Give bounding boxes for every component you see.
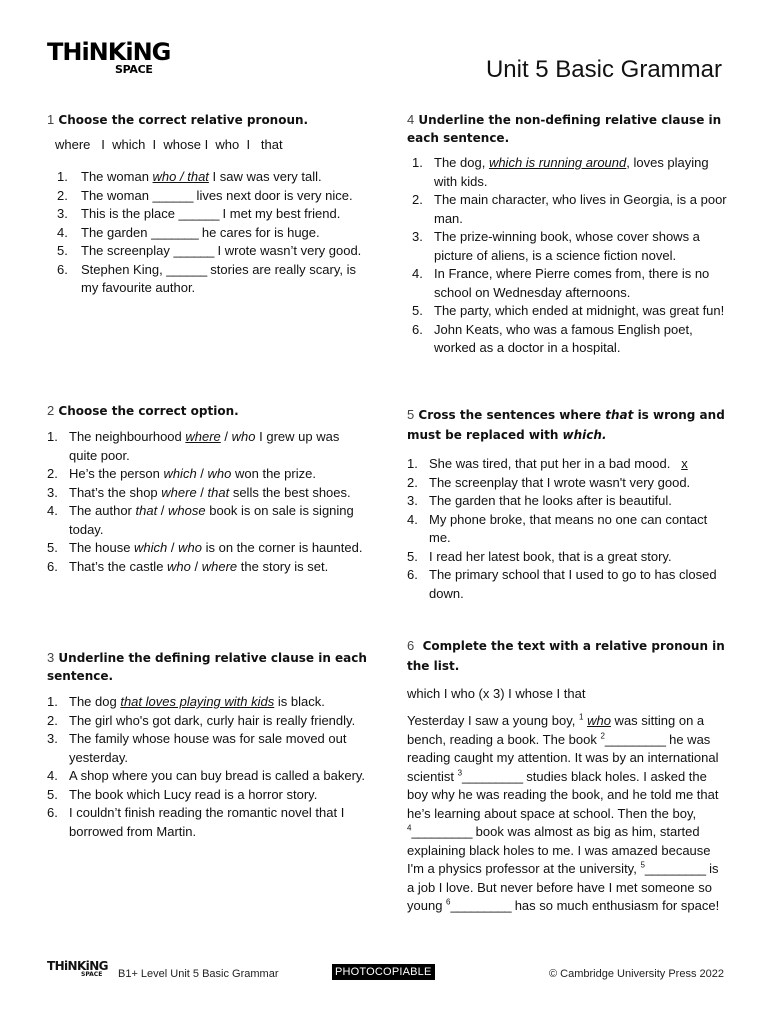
option: which (134, 540, 168, 555)
option: where (201, 558, 238, 574)
logo-subtitle: SPACE (115, 63, 153, 76)
option: where (161, 484, 197, 500)
exercise-5-list (407, 455, 727, 603)
answer-blank: ______ (166, 261, 207, 277)
example-answer: which is running around (488, 155, 627, 170)
exercise-2-heading: 2 Choose the correct option. (47, 403, 239, 418)
answer-blank: ______ (152, 187, 193, 203)
photocopiable-badge: PHOTOCOPIABLE (332, 964, 435, 980)
answer-blank: _______ (151, 224, 199, 240)
option: that (207, 484, 230, 500)
exercise-1-heading: 1 Choose the correct relative pronoun. (47, 112, 309, 127)
list-item: 4. The author that / whose book is on sale is signing today. (47, 503, 354, 537)
list-item: 3. The family whose house was for sale moved out yesterday. (47, 731, 347, 765)
exercise-6-heading: 6 Complete the text with a relative pronoun in the list. (407, 638, 725, 673)
list-item: 6. John Keats, who was a famous English poet, worked as a doctor in a hospital. (412, 321, 693, 355)
exercise-2-list (47, 428, 367, 576)
list-item: 2. The girl who's got dark, curly hair is really friendly. (47, 712, 356, 728)
list-item: 6. Stephen King, ______ stories are really scary, is my favourite author. (57, 261, 356, 295)
option-selected: where (185, 429, 221, 444)
cross-mark: x (681, 456, 688, 471)
thinking-space-logo (47, 40, 187, 75)
pronoun-list: which I who (x 3) I whose I that (407, 686, 586, 701)
exercise-4-heading: 4 Underline the non-defining relative clause in each sentence. (407, 112, 722, 145)
exercise-6 (407, 636, 727, 916)
answer-blank: _________ (604, 731, 666, 747)
option: which (163, 466, 197, 481)
logo-wordmark: THiNKiNG (47, 38, 171, 66)
list-item: 3. The garden that he looks after is beautiful. (407, 493, 672, 508)
option: who (207, 466, 232, 481)
answer-blank: _________ (644, 861, 706, 876)
answer-blank: ______ (173, 243, 214, 258)
option: who (178, 540, 202, 555)
list-item: 4. A shop where you can buy bread is called a bakery. (47, 768, 366, 783)
example-answer: that loves playing with kids (120, 694, 275, 709)
exercise-1 (47, 111, 367, 298)
footer-logo: THiNKiNG SPACE (47, 959, 108, 978)
example-answer: who (587, 713, 611, 728)
list-item: 5. The party, which ended at midnight, was great fun! (412, 303, 725, 318)
list-item: 5. The house which / who is on the corner is haunted. (47, 540, 363, 555)
answer-blank: _________ (462, 768, 523, 784)
list-item: 5. The book which Lucy read is a horror story. (47, 786, 318, 802)
list-item: 2. The woman ______ lives next door is very nice. (57, 187, 353, 203)
list-item: 6. I couldn’t finish reading the romantic novel that I borrowed from Martin. (47, 805, 345, 839)
answer-blank: _________ (411, 824, 473, 839)
exercise-5 (407, 405, 727, 603)
list-item: 4. In France, where Pierre comes from, there is no school on Wednesday afternoons. (412, 266, 710, 300)
exercise-3-list (47, 693, 367, 841)
option: who (167, 558, 191, 574)
list-item: 1. The dog that loves playing with kids is black. (47, 694, 325, 709)
example-answer: who / that (152, 169, 209, 184)
exercise-2 (47, 402, 367, 576)
exercise-3-heading: 3 Underline the defining relative clause in each sentence. (47, 650, 367, 683)
list-item: 2. He’s the person which / who won the prize. (47, 466, 316, 481)
answer-blank: _________ (450, 898, 512, 913)
option: that (135, 503, 158, 518)
copyright: © Cambridge University Press 2022 (548, 968, 724, 980)
answer-blank: ______ (178, 206, 219, 221)
option: whose (168, 503, 206, 518)
list-item: 6. That’s the castle who / where the story is set. (47, 558, 329, 574)
pronoun-options: where I which I whose I who I that (55, 137, 283, 152)
list-item: 3. This is the place ______ I met my best friend. (57, 206, 341, 221)
list-item: 1. The neighbourhood where / who I grew up was quite poor. (47, 429, 340, 463)
gap-fill-text: Yesterday I saw a young boy, $^1$ who was sitting on a bench, reading a book. The book $^2$_________ he was reading caught my attention. It was by an international scientist $^3$_________ studies black holes. I asked the boy why he was reading the book, and he told me that he’s learning about space at school. Then the boy, $^4$_________ book was almost as big as him, started explaining black holes to me. I was amazed because I'm a physics professor at the university, $^5$_________ is a job I love. But never before have I met someone so young $^6$_________ has so much enthusiasm for space! (407, 712, 720, 913)
list-item: 2. The main character, who lives in Georgia, is a poor man. (412, 192, 727, 226)
option: who (231, 429, 256, 444)
list-item: 3. That’s the shop where / that sells the best shoes. (47, 484, 351, 500)
list-item: 3. The prize-winning book, whose cover shows a picture of aliens, is a science fiction novel. (412, 229, 700, 263)
exercise-4-list (407, 154, 727, 358)
exercise-5-heading: 5 Cross the sentences where that is wrong and must be replaced with which. (407, 407, 725, 442)
page-footer (0, 960, 768, 984)
footer-level: B1+ Level Unit 5 Basic Grammar (118, 968, 279, 980)
list-item: 2. The screenplay that I wrote wasn't very good. (407, 474, 691, 490)
exercise-3 (47, 649, 367, 841)
list-item: 5. I read her latest book, that is a great story. (407, 548, 672, 564)
list-item: 1. The dog, which is running around, loves playing with kids. (412, 155, 709, 189)
exercise-1-list (47, 168, 367, 298)
list-item: 5. The screenplay ______ I wrote wasn’t very good. (57, 243, 362, 258)
page-title: Unit 5 Basic Grammar (485, 56, 722, 83)
list-item: 4. My phone broke, that means no one can contact me. (407, 511, 708, 545)
list-item: 1. She was tired, that put her in a bad mood. x (407, 456, 688, 471)
list-item: 1. The woman who / that I saw was very tall. (57, 169, 322, 184)
exercise-4 (407, 111, 727, 358)
list-item: 6. The primary school that I used to go to has closed down. (407, 567, 717, 601)
list-item: 4. The garden _______ he cares for is huge. (57, 224, 320, 240)
